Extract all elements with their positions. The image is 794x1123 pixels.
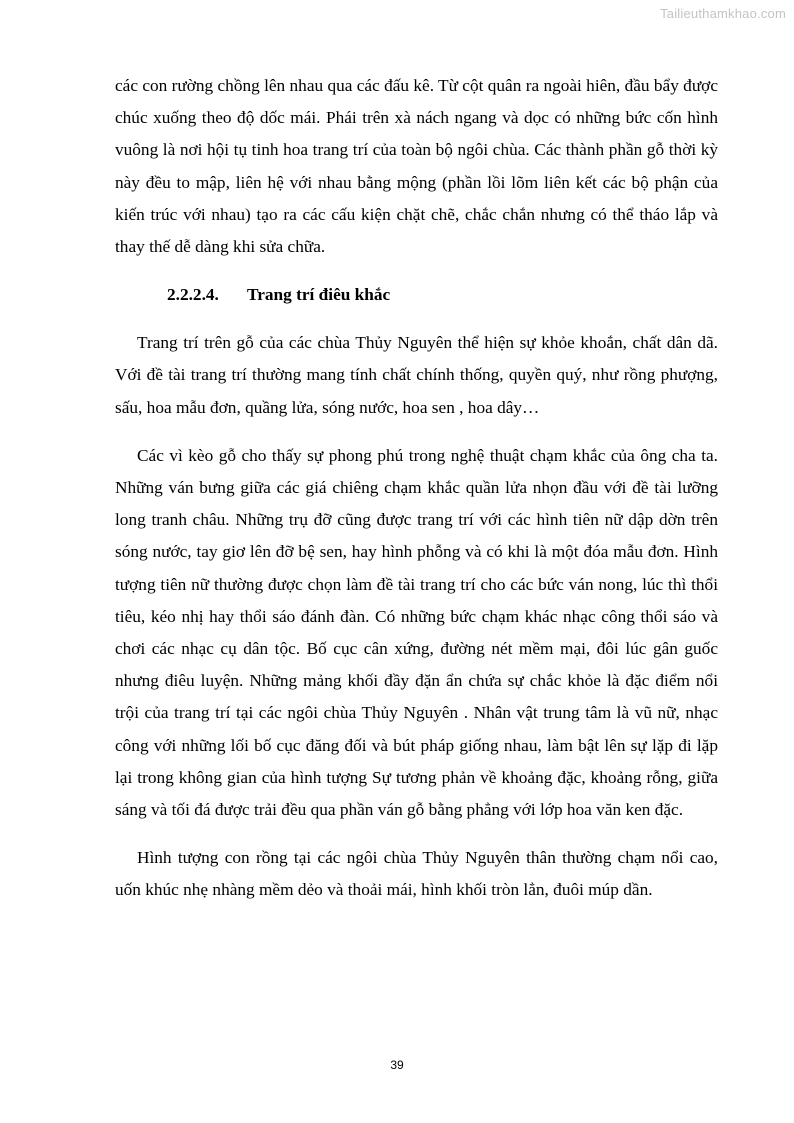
page-number: 39 [390, 1058, 404, 1072]
paragraph-dragon-image: Hình tượng con rồng tại các ngôi chùa Thủy Nguyên thân thường chạm nổi cao, uốn khúc nhẹ nhàng mềm dẻo và thoải mái, hình khối tròn lẳn, đuôi múp dần. [115, 848, 718, 900]
section-title: Trang trí điêu khắc [247, 285, 391, 305]
section-number: 2.2.2.4. [167, 285, 219, 305]
document-body [115, 70, 718, 907]
section-heading [115, 279, 718, 311]
paragraph-continuation: các con rường chồng lên nhau qua các đấu kê. Từ cột quân ra ngoài hiên, đầu bẩy được chúc xuống theo độ dốc mái. Phái trên xà nách ngang và dọc có những bức cốn hình vuông là nơi hội tụ tinh hoa trang trí của toàn bộ ngôi chùa. Các thành phần gỗ thời kỳ này đều to mập, liên hệ với nhau bằng mộng (phần lồi lõm liên kết các bộ phận của kiến trúc với nhau) tạo ra các cấu kiện chặt chẽ, chắc chắn nhưng có thể tháo lắp và thay thế dễ dàng khi sửa chữa. [115, 76, 718, 257]
watermark: Tailieuthamkhao.com [660, 6, 786, 21]
paragraph-wood-decoration: Trang trí trên gỗ của các chùa Thủy Nguyên thể hiện sự khỏe khoắn, chất dân dã. Với đề tài trang trí thường mang tính chất chính thống, quyền quý, như rồng phượng, sấu, hoa mẫu đơn, quầng lửa, sóng nước, hoa sen , hoa dây… [115, 333, 718, 417]
paragraph-carving-details: Các vì kèo gỗ cho thấy sự phong phú trong nghệ thuật chạm khắc của ông cha ta. Những ván bưng giữa các giá chiêng chạm khắc quần lửa nhọn đầu với đề tài lưỡng long tranh châu. Những trụ đỡ cũng được trang trí với các hình tiên nữ dập dờn trên sóng nước, tay giơ lên đỡ bệ sen, hay hình phỗng và có khi là một đóa mẫu đơn. Hình tượng tiên nữ thường được chọn làm đề tài trang trí cho các bức ván nong, lúc thì thổi tiêu, kéo nhị hay thổi sáo đánh đàn. Có những bức chạm khác nhạc công thổi sáo và chơi các nhạc cụ dân tộc. Bố cục cân xứng, đường nét mềm mại, đôi lúc gân guốc nhưng điêu luyện. Những mảng khối đầy đặn ẩn chứa sự chắc khỏe là đặc điểm nổi trội của trang trí tại các ngôi chùa Thủy Nguyên . Nhân vật trung tâm là vũ nữ, nhạc công với những lối bố cục đăng đối và bút pháp giống nhau, làm bật lên sự lặp đi lặp lại trong không gian của hình tượng Sự tương phản về khoảng đặc, khoảng rỗng, giữa sáng và tối đá được trải đều qua phần ván gỗ bằng phẳng với lớp hoa văn ken đặc. [115, 445, 718, 820]
